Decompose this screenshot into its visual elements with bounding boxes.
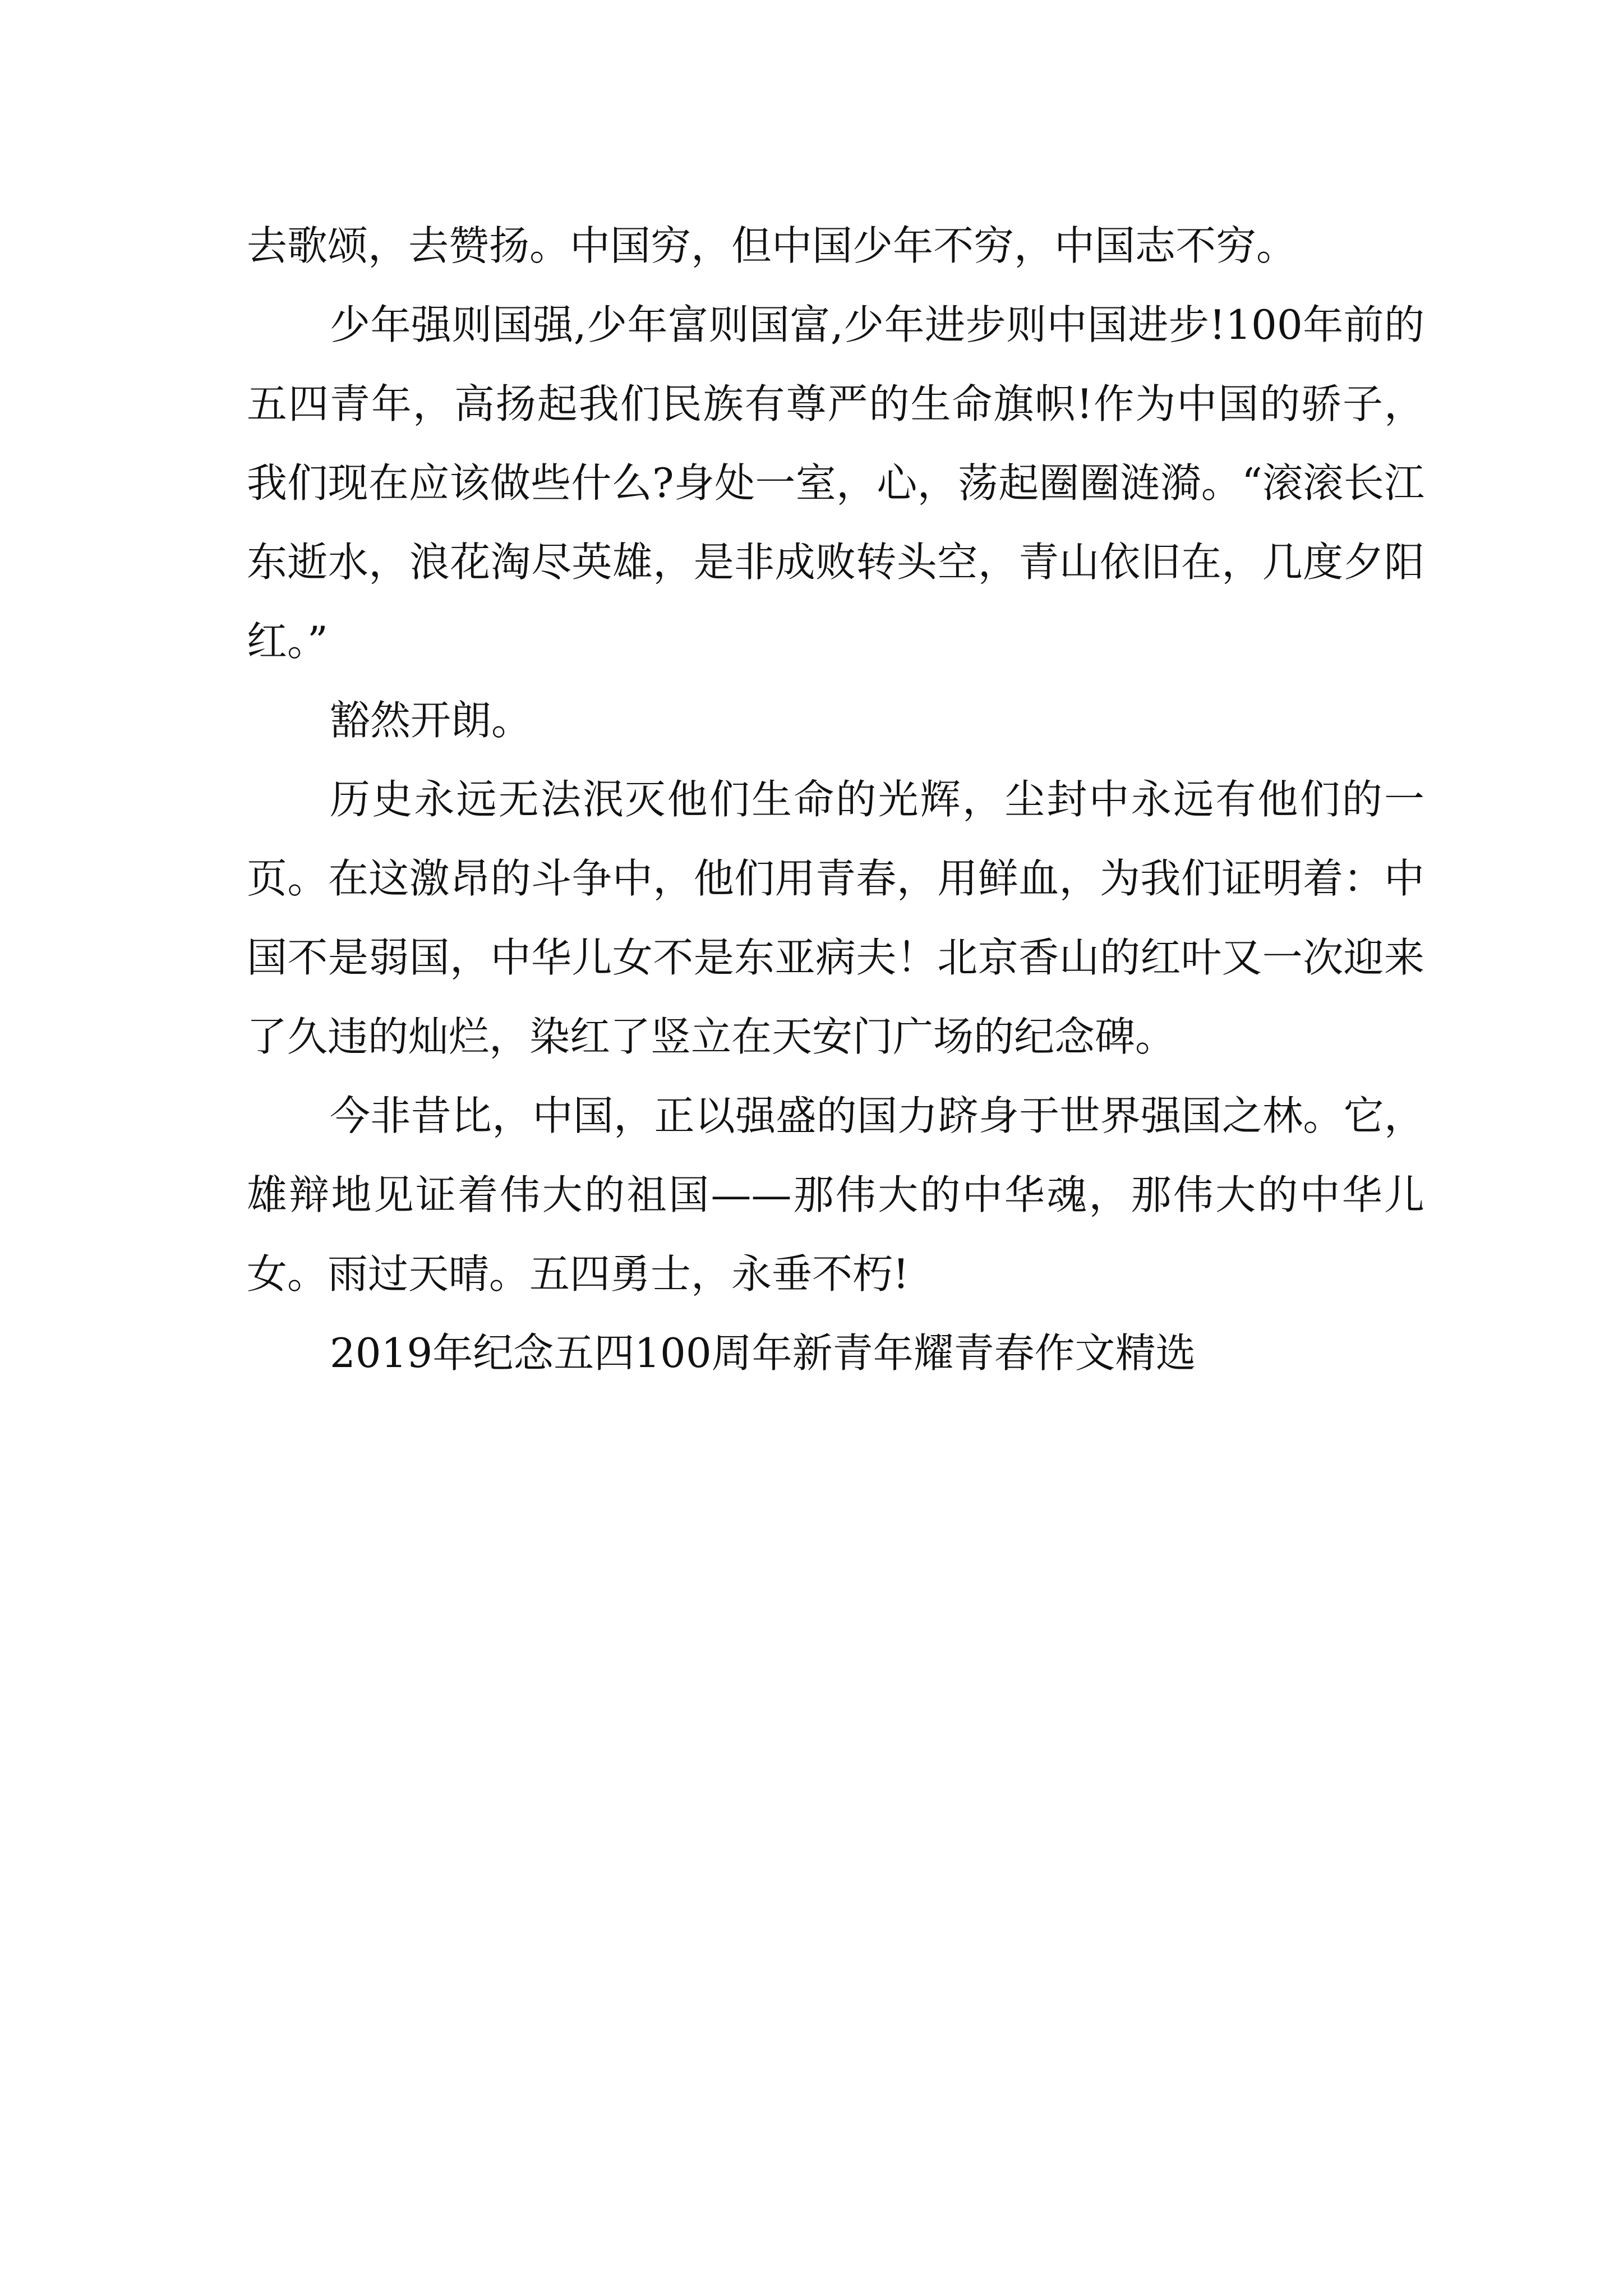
paragraph-5: 今非昔比，中国，正以强盛的国力跻身于世界强国之林。它，雄辩地见证着伟大的祖国——那伟大的中华魂，那伟大的中华儿女。雨过天晴。五四勇士，永垂不朽! [247,1092,1424,1297]
document-body [247,206,1424,1393]
paragraph-4: 历史永远无法泯灭他们生命的光辉，尘封中永远有他们的一页。在这激昂的斗争中，他们用青春，用鲜血，为我们证明着：中国不是弱国，中华儿女不是东亚病夫！北京香山的红叶又一次迎来了久违的灿烂，染红了竖立在天安门广场的纪念碑。 [247,776,1424,1060]
paragraph-1: 去歌颂，去赞扬。中国穷，但中国少年不穷，中国志不穷。 [247,222,1297,269]
paragraph-2: 少年强则国强,少年富则国富,少年进步则中国进步!100年前的五四青年，高扬起我们民族有尊严的生命旗帜!作为中国的骄子，我们现在应该做些什么?身处一室，心，荡起圈圈涟漪。“滚滚长江东逝水，浪花淘尽英雄，是非成败转头空，青山依旧在，几度夕阳红。” [247,301,1424,665]
paragraph-6: 2019年纪念五四100周年新青年耀青春作文精选 [330,1329,1196,1377]
paragraph-3: 豁然开朗。 [330,697,532,744]
